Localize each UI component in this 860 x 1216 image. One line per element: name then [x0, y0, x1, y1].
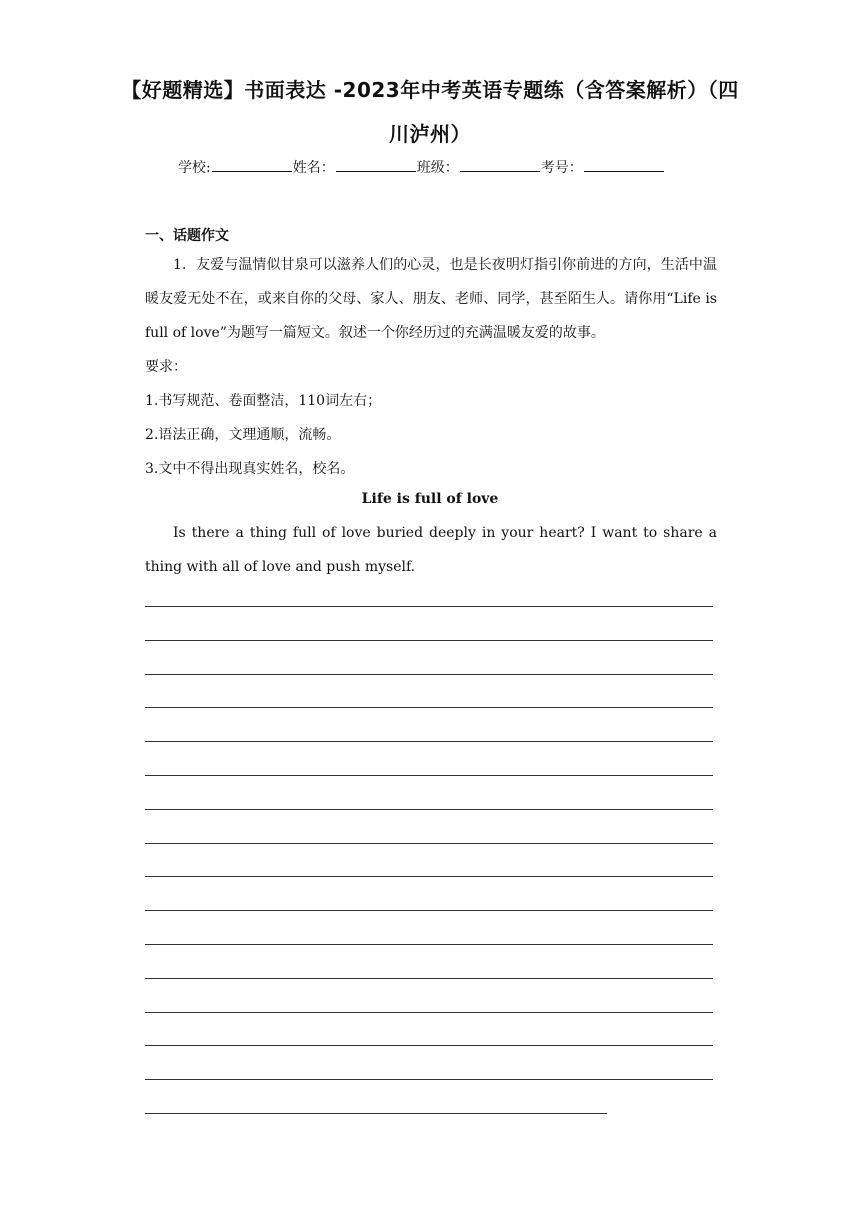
writing-line[interactable] — [145, 809, 713, 810]
writing-line[interactable] — [145, 674, 713, 675]
writing-line[interactable] — [145, 910, 713, 911]
writing-line[interactable] — [145, 978, 713, 979]
writing-line[interactable] — [145, 1113, 607, 1114]
student-info-row — [178, 157, 665, 177]
writing-line[interactable] — [145, 640, 713, 641]
writing-line[interactable] — [145, 1045, 713, 1046]
name-blank[interactable] — [336, 157, 416, 172]
writing-line[interactable] — [145, 606, 713, 607]
requirement-item: 2.语法正确，文理通顺，流畅。 — [145, 427, 341, 443]
class-blank[interactable] — [460, 157, 540, 172]
requirement-item: 3.文中不得出现真实姓名，校名。 — [145, 461, 355, 477]
essay-title: Life is full of love — [361, 491, 499, 507]
writing-line[interactable] — [145, 775, 713, 776]
exam-number-blank[interactable] — [584, 157, 664, 172]
writing-line[interactable] — [145, 1079, 713, 1080]
requirement-item: 1.书写规范、卷面整洁，110词左右； — [145, 393, 382, 409]
name-label: 姓名： — [292, 160, 335, 176]
writing-line[interactable] — [145, 876, 713, 877]
exam-number-label: 考号： — [540, 160, 583, 176]
writing-line[interactable] — [145, 1012, 713, 1013]
page-title: 【好题精选】书面表达 -2023年中考英语专题练（含答案解析）（四川泸州） — [121, 78, 739, 146]
essay-opening: Is there a thing full of love buried deeply in your heart? I want to share a thing with all of love and push myself. — [145, 525, 717, 575]
writing-line[interactable] — [145, 741, 713, 742]
writing-line[interactable] — [145, 843, 713, 844]
section-heading: 一、话题作文 — [145, 228, 229, 244]
writing-line[interactable] — [145, 707, 713, 708]
class-label: 班级： — [416, 160, 459, 176]
writing-line[interactable] — [145, 944, 713, 945]
requirements-label: 要求： — [145, 359, 187, 375]
question-prompt: 1．友爱与温情似甘泉可以滋养人们的心灵，也是长夜明灯指引你前进的方向，生活中温暖友爱无处不在，或来自你的父母、家人、朋友、老师、同学，甚至陌生人。请你用“Life is full of love”为题写一篇短文。叙述一个你经历过的充满温暖友爱的故事。 — [145, 257, 717, 341]
school-blank[interactable] — [212, 157, 292, 172]
school-label: 学校: — [178, 160, 211, 176]
